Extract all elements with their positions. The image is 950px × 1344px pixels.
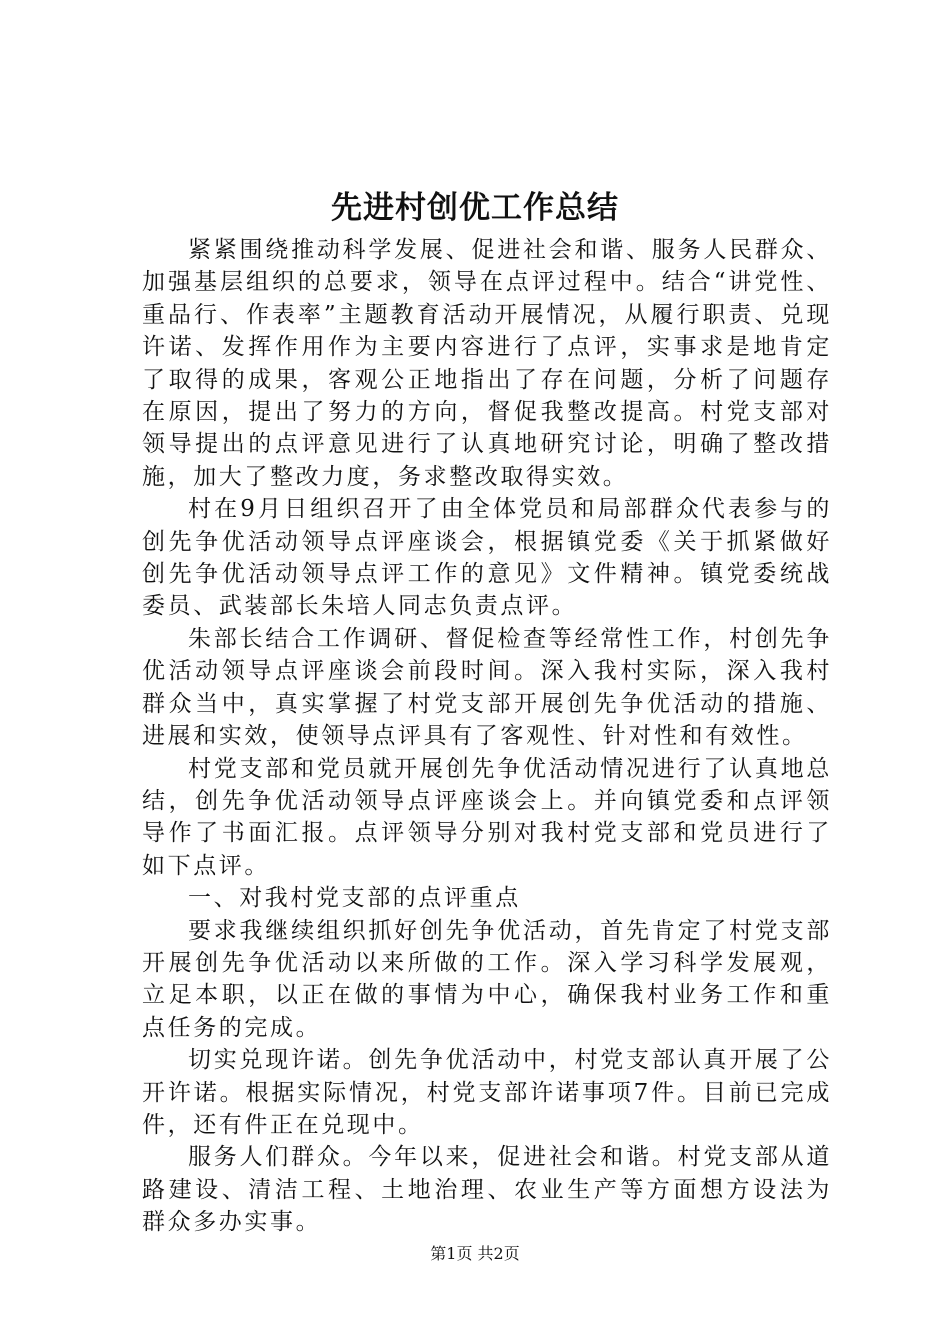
document-body: [142, 234, 832, 1239]
paragraph: 朱部长结合工作调研、督促检查等经常性工作，村创先争优活动领导点评座谈会前段时间。深入我村实际，深入我村群众当中，真实掌握了村党支部开展创先争优活动的措施、进展和实效，使领导点评具有了客观性、针对性和有效性。: [142, 625, 832, 750]
document-title: 先进村创优工作总结: [331, 190, 619, 226]
page-number-footer: 第1页 共2页: [430, 1244, 520, 1263]
paragraph: 紧紧围绕推动科学发展、促进社会和谐、服务人民群众、加强基层组织的总要求，领导在点评过程中。结合“讲党性、重品行、作表率”主题教育活动开展情况，从履行职责、兑现许诺、发挥作用作为主要内容进行了点评，实事求是地肯定了取得的成果，客观公正地指出了存在问题，分析了问题存在原因，提出了努力的方向，督促我整改提高。村党支部对领导提出的点评意见进行了认真地研究讨论，明确了整改措施，加大了整改力度，务求整改取得实效。: [142, 237, 832, 490]
paragraph: 村党支部和党员就开展创先争优活动情况进行了认真地总结，创先争优活动领导点评座谈会上。并向镇党委和点评领导作了书面汇报。点评领导分别对我村党支部和党员进行了如下点评。: [142, 755, 832, 879]
paragraph: 切实兑现许诺。创先争优活动中，村党支部认真开展了公开许诺。根据实际情况，村党支部许诺事项7件。目前已完成件，还有件正在兑现中。: [142, 1047, 832, 1138]
paragraph: 村在9月日组织召开了由全体党员和局部群众代表参与的创先争优活动领导点评座谈会，根据镇党委《关于抓紧做好创先争优活动领导点评工作的意见》文件精神。镇党委统战委员、武装部长朱培人同志负责点评。: [142, 496, 832, 620]
paragraph: 服务人们群众。今年以来，促进社会和谐。村党支部从道路建设、清洁工程、土地治理、农业生产等方面想方设法为群众多办实事。: [142, 1144, 832, 1236]
paragraph: 要求我继续组织抓好创先争优活动，首先肯定了村党支部开展创先争优活动以来所做的工作。深入学习科学发展观，立足本职，以正在做的事情为中心，确保我村业务工作和重点任务的完成。: [142, 917, 832, 1041]
section-heading: 一、对我村党支部的点评重点: [188, 885, 521, 912]
